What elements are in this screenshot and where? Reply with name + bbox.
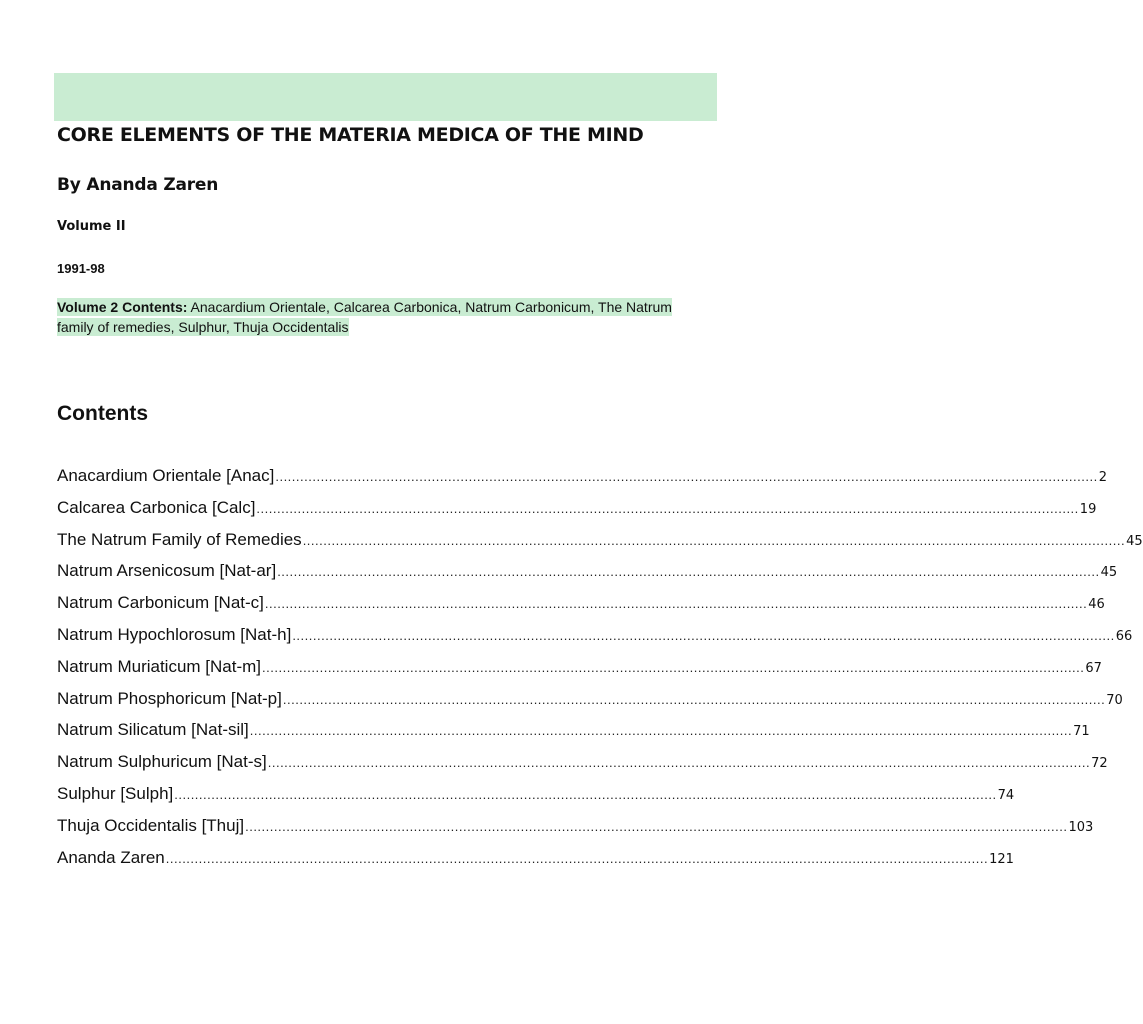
toc-entry[interactable] — [57, 624, 1133, 657]
volume-contents-label: Volume 2 Contents: — [57, 299, 188, 315]
toc-entry-page-number: 121 — [989, 851, 1014, 867]
toc-entry-page-number: 45 — [1126, 533, 1143, 549]
volume-contents-highlight — [57, 298, 672, 336]
toc-dot-leader: ........................................................................................................................................................................................................ — [282, 691, 1106, 707]
toc-dot-leader: ........................................................................................................................................................................................................ — [302, 532, 1126, 548]
toc-entry[interactable] — [57, 593, 1105, 625]
toc-entry-title: Natrum Phosphoricum [Nat-p] — [57, 688, 282, 708]
toc-entry-title: Natrum Silicatum [Nat-sil] — [57, 720, 249, 740]
toc-entry[interactable] — [57, 561, 1118, 593]
toc-entry[interactable] — [57, 497, 1097, 530]
toc-entry-title: Natrum Carbonicum [Nat-c] — [57, 593, 264, 613]
toc-entry[interactable] — [57, 783, 1015, 816]
toc-entry-title: Anacardium Orientale [Anac] — [57, 466, 275, 485]
toc-entry-title: The Natrum Family of Remedies — [57, 529, 302, 549]
toc-entry-page-number: 45 — [1100, 565, 1118, 581]
toc-entry-title: Natrum Arsenicosum [Nat-ar] — [57, 561, 277, 581]
toc-dot-leader: ........................................................................................................................................................................................................ — [249, 723, 1073, 739]
toc-entry-page-number: 74 — [997, 787, 1015, 803]
toc-dot-leader: ........................................................................................................................................................................................................ — [256, 500, 1079, 516]
toc-entry-page-number: 2 — [1098, 470, 1107, 485]
contents-heading: Contents — [57, 402, 148, 425]
volume-label: Volume II — [57, 219, 126, 234]
toc-entry-title: Sulphur [Sulph] — [57, 783, 174, 803]
document-title: CORE ELEMENTS OF THE MATERIA MEDICA OF THE MIND — [57, 124, 644, 146]
toc-entry-page-number: 70 — [1106, 692, 1123, 708]
toc-dot-leader: ........................................................................................................................................................................................................ — [292, 627, 1115, 643]
toc-entry[interactable] — [57, 688, 1123, 721]
toc-dot-leader: ........................................................................................................................................................................................................ — [264, 596, 1088, 612]
toc-entry-title: Thuja Occidentalis [Thuj] — [57, 815, 245, 835]
toc-entry-page-number: 66 — [1115, 628, 1133, 644]
toc-entry[interactable] — [57, 752, 1108, 784]
toc-entry[interactable] — [57, 529, 1143, 562]
toc-entry-page-number: 67 — [1085, 660, 1102, 676]
toc-dot-leader: ........................................................................................................................................................................................................ — [275, 469, 1098, 484]
date-range: 1991-98 — [57, 261, 105, 276]
toc-entry[interactable] — [57, 815, 1094, 848]
toc-entry-page-number: 71 — [1073, 724, 1090, 740]
table-of-contents — [57, 466, 1143, 879]
toc-entry[interactable] — [57, 656, 1102, 689]
document-author: By Ananda Zaren — [57, 175, 219, 195]
toc-entry-title: Ananda Zaren — [57, 847, 165, 867]
toc-entry-title: Natrum Muriaticum [Nat-m] — [57, 656, 262, 676]
toc-entry-page-number: 103 — [1068, 819, 1094, 835]
toc-entry-page-number: 19 — [1079, 501, 1097, 517]
toc-dot-leader: ........................................................................................................................................................................................................ — [174, 786, 997, 802]
volume-contents-text: Anacardium Orientale, Calcarea Carbonica, Natrum Carbonicum, The Natrum family of remedies, Sulphur, Thuja Occidentalis — [57, 299, 672, 335]
toc-dot-leader: ........................................................................................................................................................................................................ — [267, 755, 1091, 771]
toc-entry[interactable] — [57, 466, 1107, 498]
header-highlight-band — [54, 73, 717, 121]
volume-contents-summary — [57, 297, 697, 337]
toc-dot-leader: ........................................................................................................................................................................................................ — [165, 850, 989, 866]
toc-dot-leader: ........................................................................................................................................................................................................ — [245, 818, 1068, 834]
toc-entry-page-number: 72 — [1091, 756, 1108, 772]
toc-dot-leader: ........................................................................................................................................................................................................ — [277, 564, 1100, 580]
toc-dot-leader: ........................................................................................................................................................................................................ — [262, 659, 1085, 675]
toc-entry-title: Natrum Hypochlorosum [Nat-h] — [57, 624, 292, 644]
toc-entry[interactable] — [57, 847, 1014, 880]
toc-entry[interactable] — [57, 720, 1090, 752]
toc-entry-title: Calcarea Carbonica [Calc] — [57, 497, 256, 517]
toc-entry-page-number: 46 — [1088, 597, 1105, 613]
toc-entry-title: Natrum Sulphuricum [Nat-s] — [57, 752, 267, 772]
